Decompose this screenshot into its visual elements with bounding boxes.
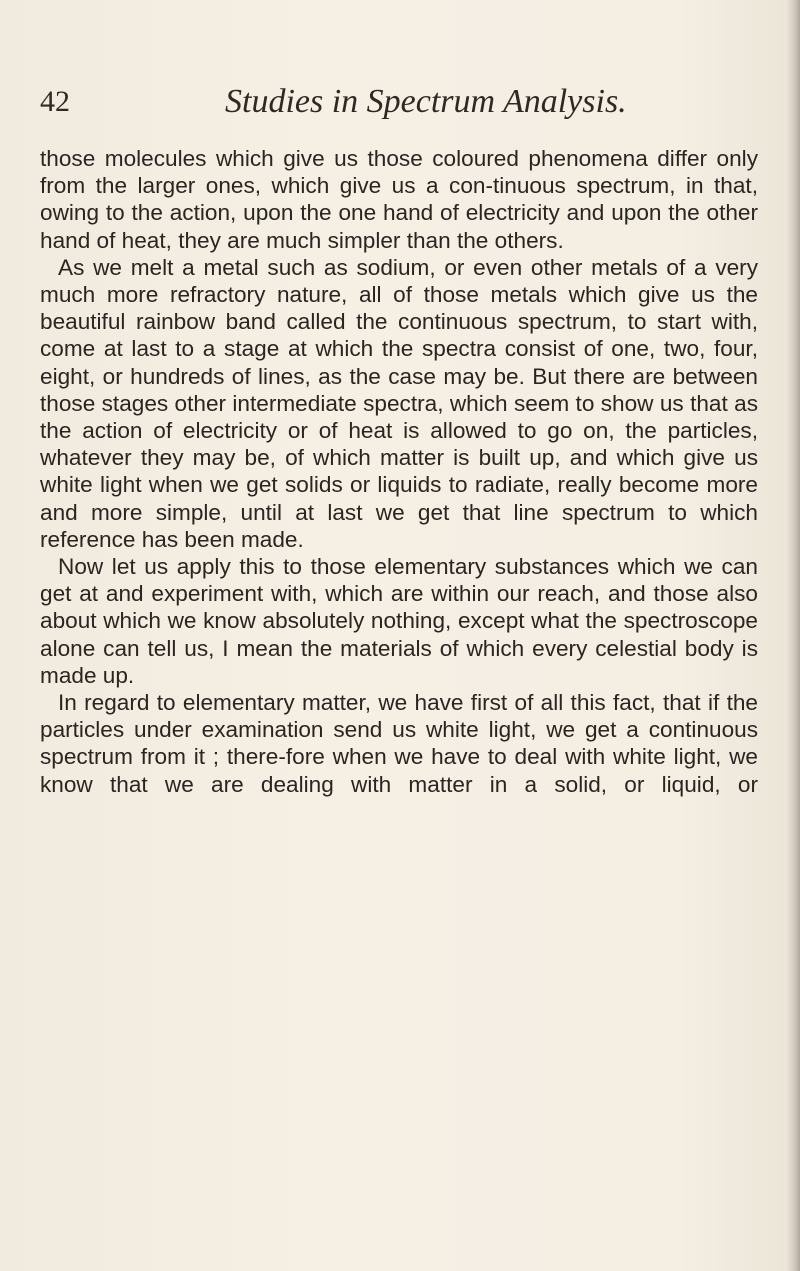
page-header — [40, 82, 760, 122]
paragraph-3: Now let us apply this to those elementary substances which we can get at and experiment with, which are within our reach, and those also about which we know absolutely nothing, except what the spectroscope alone can tell us, I mean the materials of which every celestial body is made up. — [40, 554, 758, 688]
paragraph-2: As we melt a metal such as sodium, or even other metals of a very much more refractory nature, all of those metals which give us the beautiful rainbow band called the continuous spectrum, to start with, come at last to a stage at which the spectra consist of one, two, four, eight, or hundreds of lines, as the case may be. But there are between those stages other intermediate spectra, which seem to show us that as the action of electricity or of heat is allowed to go on, the particles, whatever they may be, of which matter is built up, and which give us white light when we get solids or liquids to radiate, really become more and more simple, until at last we get that line spectrum to which reference has been made. — [40, 254, 758, 552]
paragraph-4: In regard to elementary matter, we have first of all this fact, that if the particles under examination send us white light, we get a continuous spectrum from it ; there-fore when we have to deal with white light, we know that we are dealing with matter in a solid, or liquid, or — [40, 690, 758, 797]
paragraph-1: those molecules which give us those coloured phenomena differ only from the larger ones, which give us a con-tinuous spectrum, in that, owing to the action, upon the one hand of electricity and upon the other hand of heat, they are much simpler than the others. — [40, 146, 758, 253]
body-text — [40, 145, 758, 798]
running-head: Studies in Spectrum Analysis. — [225, 83, 627, 120]
page-number: 42 — [40, 85, 70, 118]
page-edge-shadow — [786, 0, 800, 1271]
